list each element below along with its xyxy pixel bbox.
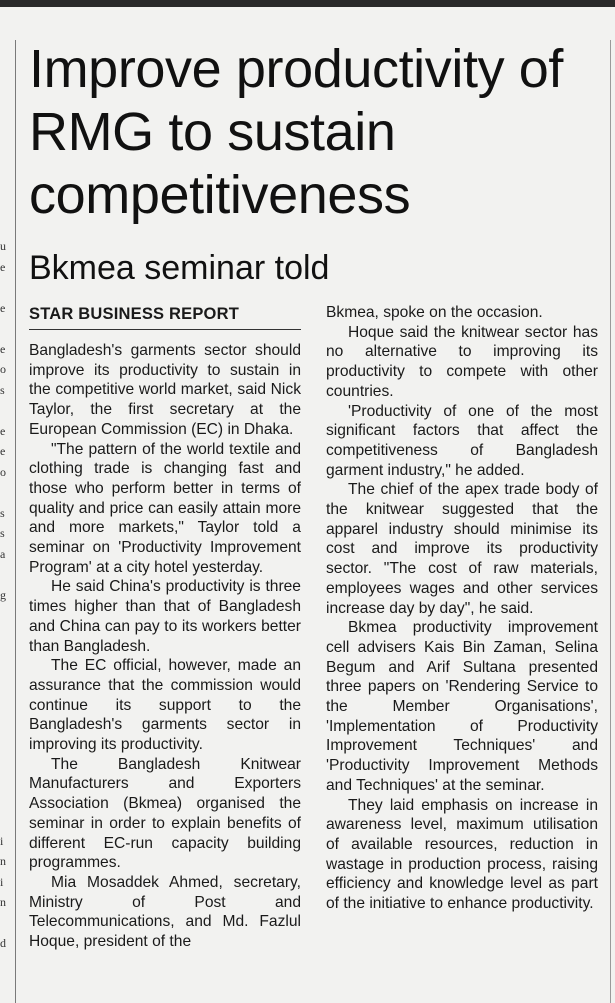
edge-fragment: s xyxy=(0,382,5,397)
paragraph-8: 'Productivity of one of the most significant factors that affect the competitiveness of Bangladesh garment industry," he added. xyxy=(326,402,598,479)
edge-fragment xyxy=(0,790,8,811)
edge-fragment: d xyxy=(0,936,6,950)
byline: STAR BUSINESS REPORT xyxy=(29,305,239,323)
paragraph-5: The Bangladesh Knitwear Manufacturers and Exporters Association (Bkmea) organised the seminar in order to explain benefits of different EC-run capacity building programmes. xyxy=(29,755,301,872)
edge-fragment: n xyxy=(0,854,6,868)
paragraph-11: They laid emphasis on increase in awareness level, maximum utilisation of available resources, reduction in wastage in production process, raising efficiency and knowledge level as part of the initiative to enhance productivity. xyxy=(326,796,598,913)
edge-fragment xyxy=(0,913,8,934)
edge-fragment: e xyxy=(0,300,6,315)
edge-fragment xyxy=(0,749,8,770)
subheadline: Bkmea seminar told xyxy=(29,249,330,287)
edge-fragment: s xyxy=(0,526,5,540)
edge-fragment: e xyxy=(0,423,6,438)
edge-fragment: i xyxy=(0,874,4,889)
edge-fragment xyxy=(0,728,8,749)
edge-fragment xyxy=(0,605,8,626)
edge-fragment: e xyxy=(0,259,6,274)
adjacent-article-fragments xyxy=(0,236,8,1003)
edge-fragment: a xyxy=(0,546,6,561)
paragraph-2: "The pattern of the world textile and clothing trade is changing fast and those who perform better in terms of quality and price can easily attain more and more markets," Taylor told a seminar on 'Productivity Improvement Program' at a city hotel yesterday. xyxy=(29,440,301,576)
edge-fragment xyxy=(0,687,8,708)
column-divider-left xyxy=(15,40,16,1003)
edge-fragment: o xyxy=(0,464,6,479)
edge-fragment xyxy=(0,482,8,503)
edge-fragment: i xyxy=(0,833,4,848)
article-column-left xyxy=(29,303,301,952)
paragraph-6: Mia Mosaddek Ahmed, secretary, Ministry of Post and Telecommunications, and Md. Fazlul Hoque, president of the xyxy=(29,873,301,951)
paragraph-1: Bangladesh's garments sector should improve its productivity to sustain in the competitive world market, said Nick Taylor, the first secretary at the European Commission (EC) in Dhaka. xyxy=(29,342,301,438)
top-rule xyxy=(0,0,615,7)
paragraph-9: The chief of the apex trade body of the knitwear suggested that the apparel industry should minimise its cost and improve its productivity sector. "The cost of raw materials, employees wages and other services increase day by day", he said. xyxy=(326,481,598,617)
edge-fragment xyxy=(0,400,8,421)
edge-fragment xyxy=(0,667,8,688)
paragraph-7: Hoque said the knitwear sector has no alternative to improving its productivity to compete with other countries. xyxy=(326,323,598,400)
edge-fragment: s xyxy=(0,505,5,520)
edge-fragment xyxy=(0,646,8,667)
edge-fragment: g xyxy=(0,587,6,602)
edge-fragment xyxy=(0,769,8,790)
headline: Improve productivity of RMG to sustain competitiveness xyxy=(29,39,564,225)
paragraph-10: Bkmea productivity improvement cell advisers Kais Bin Zaman, Selina Begum and Arif Sultana presented three papers on 'Rendering Service to the Member Organisations', 'Implementation of Productivity Improvement Techniques' and 'Productivity Improvement Methods and Techniques' at the seminar. xyxy=(326,619,598,794)
paragraph-6-continued: Bkmea, spoke on the occasion. xyxy=(326,304,543,321)
edge-fragment: e xyxy=(0,341,6,356)
article-column-right xyxy=(326,303,598,914)
edge-fragment xyxy=(0,277,8,298)
edge-fragment xyxy=(0,626,8,647)
paragraph-3: He said China's productivity is three times higher than that of Bangladesh and China can pay to its workers better than Bangladesh. xyxy=(29,578,301,655)
edge-fragment: u xyxy=(0,239,6,253)
paragraph-4: The EC official, however, made an assurance that the commission would continue its support to the Bangladesh's garments sector in improving its productivity. xyxy=(29,657,301,754)
edge-fragment: n xyxy=(0,895,6,909)
edge-fragment xyxy=(0,564,8,585)
edge-fragment: o xyxy=(0,362,6,376)
byline-rule xyxy=(29,329,301,330)
edge-fragment xyxy=(0,708,8,729)
edge-fragment xyxy=(0,810,8,831)
column-divider-right xyxy=(610,40,611,1003)
edge-fragment: e xyxy=(0,444,6,458)
edge-fragment xyxy=(0,318,8,339)
